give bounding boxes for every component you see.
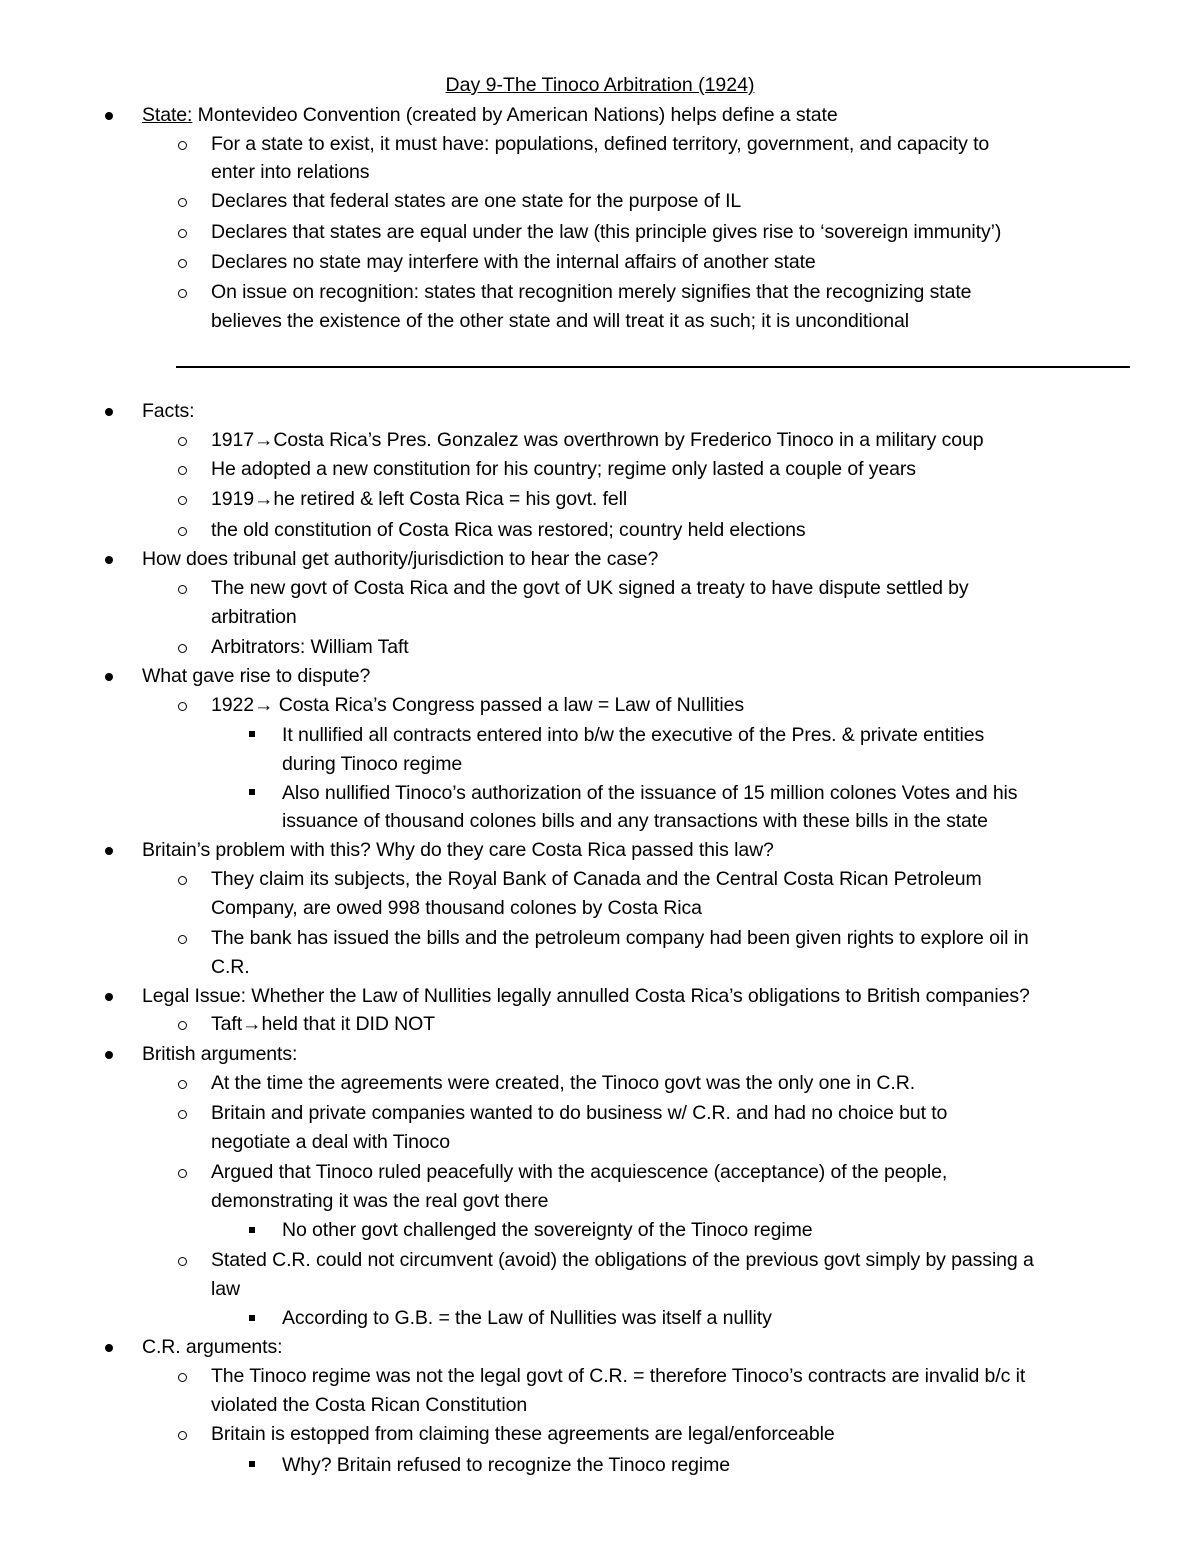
britain-problem-heading: Britain’s problem with this? Why do they care Costa Rica passed this law?	[142, 839, 774, 861]
authority-sub-1-line-1: The new govt of Costa Rica and the govt of UK signed a treaty to have dispute settled by	[211, 577, 969, 599]
cr-args-sub-1-line-1: The Tinoco regime was not the legal govt of C.R. = therefore Tinoco’s contracts are invalid b/c it	[211, 1365, 1026, 1387]
bullet-circle	[178, 935, 187, 944]
state-heading	[142, 103, 838, 127]
state-sub-1-line-2: enter into relations	[211, 161, 370, 183]
british-args-sub-3-line-1: Argued that Tinoco ruled peacefully with the acquiescence (acceptance) of the people,	[211, 1161, 948, 1183]
right-arrow-icon: →	[253, 488, 274, 510]
british-args-sub-4-line-2: law	[211, 1278, 240, 1300]
legal-issue-heading: Legal Issue: Whether the Law of Nullities legally annulled Costa Rica’s obligations to British companies?	[142, 985, 1030, 1007]
state-sub-5-line-2: believes the existence of the other state and will treat it as such; it is unconditional	[211, 310, 909, 332]
bullet-circle	[178, 141, 187, 150]
british-args-sub-2-line-1: Britain and private companies wanted to do business w/ C.R. and had no choice but to	[211, 1102, 948, 1124]
dispute-year-1922: 1922	[211, 694, 254, 716]
bullet-circle	[178, 466, 187, 475]
facts-year-1917: 1917	[211, 429, 254, 451]
bullet-circle	[178, 585, 187, 594]
authority-sub-2: Arbitrators: William Taft	[211, 636, 409, 658]
bullet-circle	[178, 198, 187, 207]
bullet-dot	[105, 1344, 113, 1352]
bullet-circle	[178, 644, 187, 653]
british-args-sub-3-line-2: demonstrating it was the real govt there	[211, 1190, 549, 1212]
cr-args-heading: C.R. arguments:	[142, 1336, 283, 1358]
right-arrow-icon: →	[242, 1013, 262, 1035]
british-args-sub-4-line-1: Stated C.R. could not circumvent (avoid) the obligations of the previous govt simply by passing a	[211, 1249, 1034, 1271]
bullet-dot	[105, 993, 113, 1001]
dispute-heading: What gave rise to dispute?	[142, 665, 371, 687]
state-sub-2: Declares that federal states are one state for the purpose of IL	[211, 190, 742, 212]
dispute-sub-1	[211, 693, 744, 717]
bullet-square	[249, 731, 255, 737]
bullet-circle	[178, 1431, 187, 1440]
cr-args-sub-2: Britain is estopped from claiming these agreements are legal/enforceable	[211, 1423, 835, 1445]
state-sub-3: Declares that states are equal under the law (this principle gives rise to ‘sovereign immunity’)	[211, 221, 1002, 243]
bullet-circle	[178, 289, 187, 298]
state-sub-1-line-1: For a state to exist, it must have: populations, defined territory, government, and capacity to	[211, 133, 990, 155]
bullet-dot	[105, 556, 113, 564]
facts-sub-1-text: Costa Rica’s Pres. Gonzalez was overthrown by Frederico Tinoco in a military coup	[273, 429, 984, 451]
bullet-dot	[105, 847, 113, 855]
dispute-tertiary-1-line-1: It nullified all contracts entered into b/w the executive of the Pres. & private entities	[282, 724, 985, 746]
state-sub-4: Declares no state may interfere with the internal affairs of another state	[211, 251, 816, 273]
bullet-circle	[178, 1080, 187, 1089]
british-args-sub-2-line-2: negotiate a deal with Tinoco	[211, 1131, 450, 1153]
horizontal-rule	[176, 366, 1130, 368]
british-args-sub-1: At the time the agreements were created, the Tinoco govt was the only one in C.R.	[211, 1072, 916, 1094]
dispute-tertiary-1-line-2: during Tinoco regime	[282, 753, 463, 775]
bullet-circle	[178, 1021, 187, 1030]
bullet-dot	[105, 1051, 113, 1059]
facts-sub-1	[211, 428, 983, 452]
state-sub-5-line-1: On issue on recognition: states that recognition merely signifies that the recognizing state	[211, 281, 972, 303]
britain-problem-sub-1-line-2: Company, are owed 998 thousand colones by Costa Rica	[211, 897, 702, 919]
bullet-circle	[178, 259, 187, 268]
bullet-circle	[178, 1373, 187, 1382]
british-args-heading: British arguments:	[142, 1043, 298, 1065]
right-arrow-icon: →	[253, 429, 274, 451]
bullet-dot	[105, 673, 113, 681]
cr-args-sub-2-tertiary: Why? Britain refused to recognize the Tinoco regime	[282, 1454, 730, 1476]
facts-year-1919: 1919	[211, 488, 254, 510]
bullet-circle	[178, 1169, 187, 1178]
facts-sub-3	[211, 487, 627, 511]
facts-sub-4: the old constitution of Costa Rica was restored; country held elections	[211, 519, 806, 541]
page-title: Day 9-The Tinoco Arbitration (1924)	[445, 74, 755, 96]
cr-args-sub-1-line-2: violated the Costa Rican Constitution	[211, 1394, 528, 1416]
authority-sub-1-line-2: arbitration	[211, 606, 297, 628]
bullet-square	[249, 1315, 255, 1321]
bullet-circle	[178, 1110, 187, 1119]
bullet-circle	[178, 1257, 187, 1266]
bullet-circle	[178, 496, 187, 505]
bullet-circle	[178, 437, 187, 446]
bullet-dot	[105, 408, 113, 416]
legal-issue-taft: Taft	[211, 1013, 243, 1035]
bullet-square	[249, 789, 255, 795]
dispute-tertiary-2-line-1: Also nullified Tinoco’s authorization of the issuance of 15 million colones Votes and his	[282, 782, 1018, 804]
bullet-circle	[178, 702, 187, 711]
britain-problem-sub-1-line-1: They claim its subjects, the Royal Bank of Canada and the Central Costa Rican Petroleum	[211, 868, 982, 890]
right-arrow-icon: →	[253, 694, 274, 716]
bullet-circle	[178, 527, 187, 536]
facts-sub-3-text: he retired & left Costa Rica = his govt. fell	[273, 488, 628, 510]
dispute-tertiary-2-line-2: issuance of thousand colones bills and any transactions with these bills in the state	[282, 810, 988, 832]
bullet-square	[249, 1227, 255, 1233]
bullet-dot	[105, 112, 113, 120]
britain-problem-sub-2-line-2: C.R.	[211, 956, 250, 978]
legal-issue-sub-1	[211, 1012, 435, 1036]
state-label: State:	[142, 104, 193, 126]
british-args-sub-3-tertiary: No other govt challenged the sovereignty of the Tinoco regime	[282, 1219, 813, 1241]
authority-heading: How does tribunal get authority/jurisdiction to hear the case?	[142, 548, 659, 570]
legal-issue-holding: held that it DID NOT	[261, 1013, 435, 1035]
bullet-square	[249, 1461, 255, 1467]
british-args-sub-4-tertiary: According to G.B. = the Law of Nullities was itself a nullity	[282, 1307, 772, 1329]
state-text: Montevideo Convention (created by American Nations) helps define a state	[192, 104, 838, 126]
dispute-sub-1-text: Costa Rica’s Congress passed a law = Law of Nullities	[273, 694, 744, 716]
bullet-circle	[178, 229, 187, 238]
bullet-circle	[178, 876, 187, 885]
britain-problem-sub-2-line-1: The bank has issued the bills and the petroleum company had been given rights to explore oil in	[211, 927, 1029, 949]
facts-heading: Facts:	[142, 400, 195, 422]
facts-sub-2: He adopted a new constitution for his country; regime only lasted a couple of years	[211, 458, 916, 480]
